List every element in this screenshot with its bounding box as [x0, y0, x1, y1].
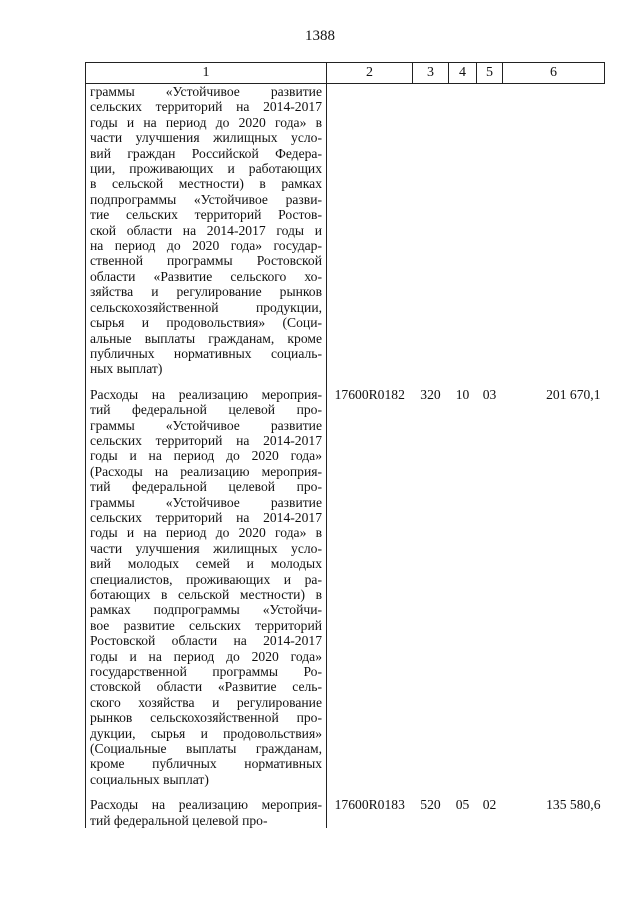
description-line: сельских территорий на 2014-2017: [90, 432, 322, 448]
description-line: специалистов, проживающих и ра-: [90, 571, 322, 587]
subsection-cell: 03: [482, 386, 497, 402]
description-line: рамках подпрограммы «Устойчи-: [90, 602, 322, 618]
table-row: [86, 84, 605, 377]
description-line: части улучшения жилищных усло-: [90, 540, 322, 556]
description-line: (Социальные выплаты гражданам,: [90, 741, 322, 757]
description-line: сырья и продовольствия» (Соци-: [90, 315, 322, 331]
description-line: тий федеральной целевой про-: [90, 402, 322, 418]
target-code-cell: [327, 84, 413, 377]
description-line: годы и на период до 2020 года» в: [90, 525, 322, 541]
description-line: государственной программы Ро-: [90, 664, 322, 680]
description-line: тий федеральной целевой про-: [90, 812, 268, 828]
header-row: [86, 63, 605, 84]
section-cell: 10: [455, 386, 470, 402]
description-line: на период до 2020 года» государ-: [90, 238, 322, 254]
description-line: тий федеральной целевой про-: [90, 479, 322, 495]
description-line: вий молодых семей и молодых: [90, 556, 322, 572]
section-cell: [449, 84, 477, 377]
description-line: ции, проживающих и работающих: [90, 161, 322, 177]
description-line: ского хозяйства и регулирование: [90, 694, 322, 710]
target-code-cell: 17600R0183: [334, 797, 405, 813]
subsection-cell: 02: [482, 797, 497, 813]
description-line: стовской области «Развитие сель-: [90, 679, 322, 695]
description-line: области «Развитие сельского хо-: [90, 268, 322, 284]
column-header-type: 3: [413, 63, 449, 84]
page-number: 1388: [305, 28, 335, 44]
budget-table: [85, 62, 605, 828]
description-line: подпрограммы «Устойчивое разви-: [90, 191, 322, 207]
description-line: (Расходы на реализацию мероприя-: [90, 463, 322, 479]
description-line: ской области на 2014-2017 годы и: [90, 222, 322, 238]
table-row: [86, 787, 605, 828]
table-body: [86, 84, 605, 829]
description-line: альные выплаты гражданам, кроме: [90, 330, 322, 346]
column-header-amount: 6: [503, 63, 605, 84]
column-header-subsection: 5: [477, 63, 503, 84]
description-line: кроме публичных нормативных: [90, 756, 322, 772]
amount-cell: 135 580,6: [546, 797, 601, 813]
target-code-cell: 17600R0182: [334, 386, 405, 402]
expense-type-cell: [413, 84, 449, 377]
description-line: зяйства и регулирование рынков: [90, 284, 322, 300]
table-row: [86, 377, 605, 788]
table-header: [86, 63, 605, 84]
description-line: годы и на период до 2020 года» в: [90, 114, 322, 130]
amount-cell: [503, 84, 605, 377]
amount-cell: 201 670,1: [546, 386, 601, 402]
description-line: граммы «Устойчивое развитие: [90, 417, 322, 433]
description-line: в сельской местности) в рамках: [90, 176, 322, 192]
description-line: годы и на период до 2020 года»: [90, 648, 322, 664]
row-description: [86, 84, 327, 377]
description-line: Расходы на реализацию мероприя-: [90, 386, 322, 402]
description-line: публичных нормативных социаль-: [90, 345, 322, 361]
section-cell: 05: [455, 797, 470, 813]
description-line: вое развитие сельских территорий: [90, 617, 322, 633]
description-line: дукции, сырья и продовольствия»: [90, 725, 322, 741]
description-line: сельских территорий на 2014-2017: [90, 509, 322, 525]
description-line: тие сельских территорий Ростов-: [90, 207, 322, 223]
description-line: Расходы на реализацию мероприя-: [90, 797, 322, 813]
description-line: сельскохозяйственной продукции,: [90, 299, 322, 315]
column-header-section: 4: [449, 63, 477, 84]
column-header-code: 2: [327, 63, 413, 84]
description-line: сельских территорий на 2014-2017: [90, 99, 322, 115]
description-line: ственной программы Ростовской: [90, 253, 322, 269]
description-line: ных выплат): [90, 361, 163, 377]
description-line: рынков сельскохозяйственной про-: [90, 710, 322, 726]
description-line: части улучшения жилищных усло-: [90, 130, 322, 146]
description-line: Ростовской области на 2014-2017: [90, 633, 322, 649]
description-line: граммы «Устойчивое развитие: [90, 84, 322, 99]
description-line: вий граждан Российской Федера-: [90, 145, 322, 161]
description-line: граммы «Устойчивое развитие: [90, 494, 322, 510]
subsection-cell: [477, 84, 503, 377]
column-header-name: 1: [86, 63, 327, 84]
description-line: ботающих в сельской местности) в: [90, 587, 322, 602]
expense-type-cell: 520: [420, 797, 441, 813]
description-line: годы и на период до 2020 года»: [90, 448, 322, 464]
row-description: [86, 377, 327, 788]
description-line: социальных выплат): [90, 771, 209, 787]
row-description: [86, 787, 327, 828]
expense-type-cell: 320: [420, 386, 441, 402]
